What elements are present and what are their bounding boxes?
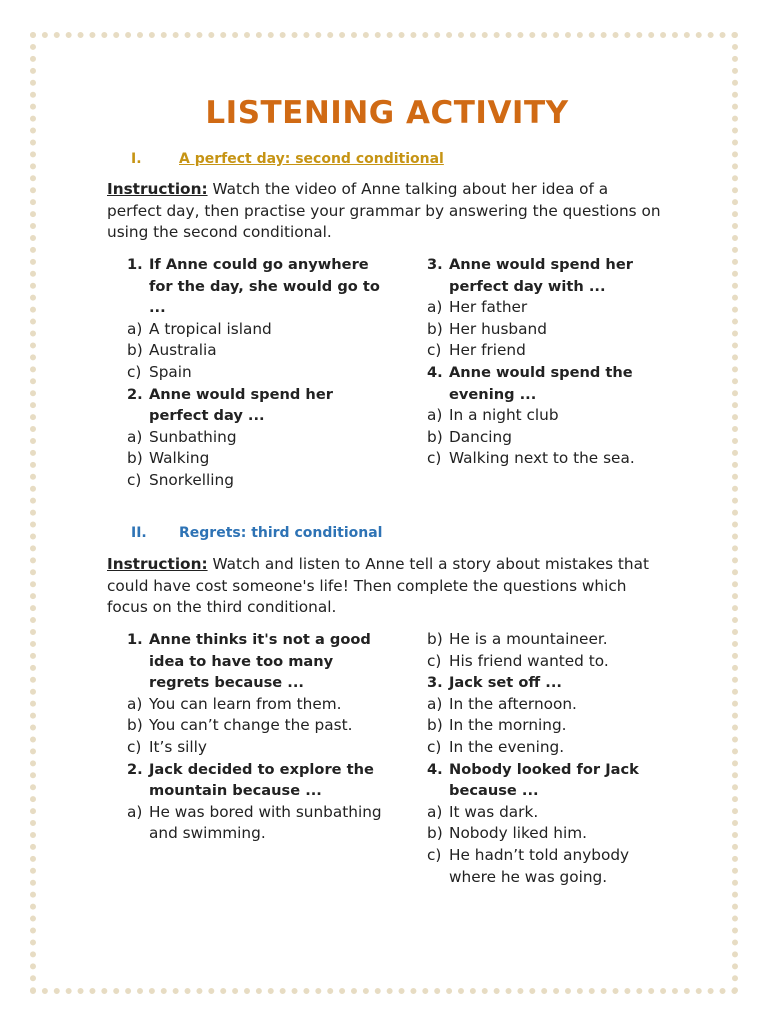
section-1-column-left [127, 254, 397, 492]
instruction-text: Watch the video of Anne talking about her idea of a perfect day, then practise your grammar by answering the questions on using the second conditional. [107, 180, 661, 242]
section-1-column-right [427, 254, 677, 470]
answer-option: b) He is a mountaineer. [427, 630, 608, 648]
answer-option: c) He hadn’t told anybody where he was going. [427, 845, 630, 886]
answer-option: c) It’s silly [127, 737, 207, 756]
answer-option: a) You can learn from them. [127, 694, 342, 713]
instruction-label: Instruction: [107, 555, 208, 573]
answer-option: c) Walking next to the sea. [427, 449, 635, 468]
answer-option: a) He was bored with sunbathing and swimming. [127, 802, 382, 843]
section-2-heading [131, 525, 382, 541]
section-2-column-left [127, 629, 397, 845]
question: 2. Jack decided to explore the mountain because ... [127, 760, 374, 800]
section-1-instruction [107, 179, 667, 244]
section-2-column-right [427, 629, 677, 888]
answer-option: b) Her husband [427, 319, 547, 338]
question: 1. If Anne could go anywhere for the day, she would go to ... [127, 256, 380, 317]
question: 1. Anne thinks it's not a good idea to have too many regrets because ... [127, 631, 371, 692]
answer-option: a) A tropical island [127, 319, 272, 338]
question: 4. Nobody looked for Jack because ... [427, 760, 639, 800]
question: 2. Anne would spend her perfect day ... [127, 385, 333, 425]
question: 3. Anne would spend her perfect day with ... [427, 256, 633, 295]
answer-option: c) His friend wanted to. [427, 651, 609, 670]
answer-option: b) Walking [127, 449, 210, 468]
answer-option: c) In the evening. [427, 737, 565, 756]
answer-option: a) Her father [427, 298, 528, 317]
question: 3. Jack set off ... [427, 674, 562, 692]
answer-option: b) In the morning. [427, 716, 567, 735]
section-1-title: A perfect day: second conditional [179, 151, 444, 167]
section-2-title: Regrets: third conditional [179, 525, 383, 541]
answer-option: a) In the afternoon. [427, 694, 577, 713]
section-1-numeral: I. [131, 151, 142, 167]
instruction-label: Instruction: [107, 180, 208, 198]
section-2-numeral: II. [131, 525, 147, 541]
answer-option: c) Snorkelling [127, 470, 234, 489]
section-2-instruction [107, 554, 667, 619]
answer-option: b) Australia [127, 341, 217, 360]
answer-option: a) In a night club [427, 406, 559, 425]
section-1-heading [131, 151, 444, 167]
question: 4. Anne would spend the evening ... [427, 363, 633, 403]
answer-option: b) Dancing [427, 427, 512, 446]
page-title: LISTENING ACTIVITY [205, 95, 569, 131]
instruction-text: Watch and listen to Anne tell a story about mistakes that could have cost someone's life! Then complete the questions which focus on the third conditional. [107, 555, 649, 617]
answer-option: c) Her friend [427, 341, 526, 360]
answer-option: a) It was dark. [427, 802, 539, 821]
answer-option: a) Sunbathing [127, 427, 237, 446]
answer-option: b) You can’t change the past. [127, 716, 353, 735]
answer-option: c) Spain [127, 362, 192, 381]
answer-option: b) Nobody liked him. [427, 824, 588, 843]
